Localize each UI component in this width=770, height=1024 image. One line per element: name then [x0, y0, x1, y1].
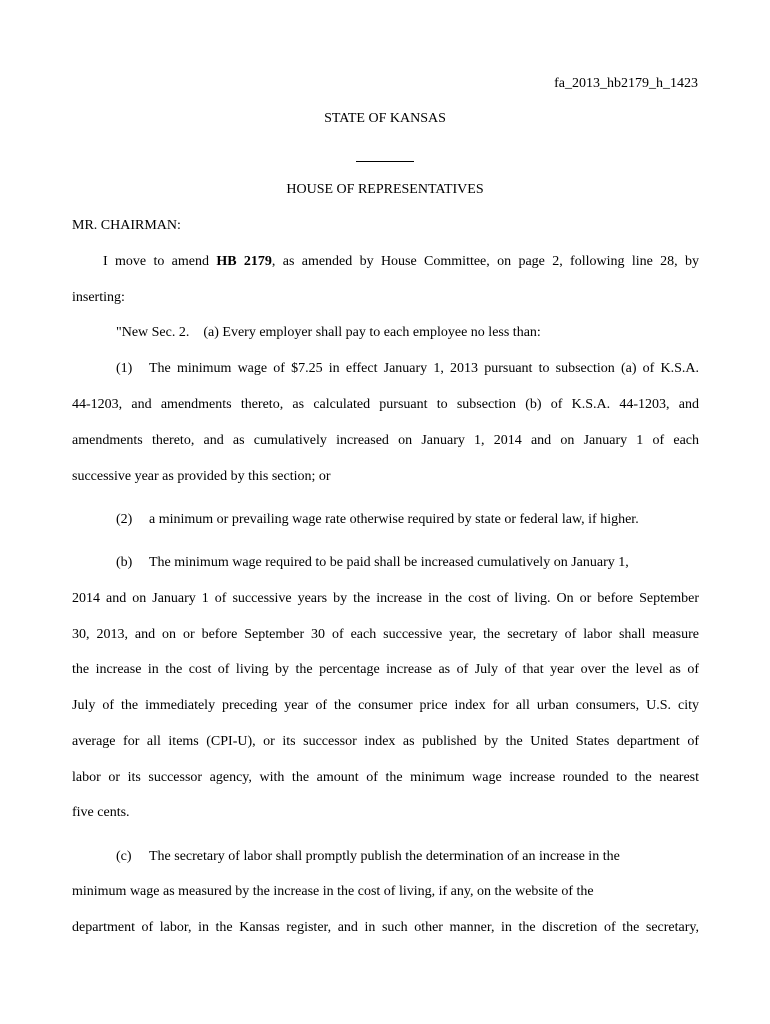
item-b-line: The minimum wage required to be paid shall be increased cumulatively on January 1, — [149, 555, 629, 570]
item-1-line: successive year as provided by this section; or — [72, 469, 331, 484]
item-b-line: July of the immediately preceding year of the consumer price index for all urban consumers, U.S. city — [72, 698, 699, 713]
motion-suffix: , as amended by House Committee, on page 2, following line 28, by — [271, 254, 699, 269]
item-1-line: amendments thereto, and as cumulatively increased on January 1, 2014 and on January 1 of each — [72, 433, 699, 448]
item-b-line: labor or its successor agency, with the amount of the minimum wage increase rounded to the nearest — [72, 770, 699, 785]
heading-divider — [356, 161, 414, 162]
document-id: fa_2013_hb2179_h_1423 — [554, 76, 698, 91]
item-c-line: minimum wage as measured by the increase in the cost of living, if any, on the website of the — [72, 884, 594, 899]
bill-number: HB 2179 — [216, 254, 272, 269]
item-b-number: (b) — [116, 555, 133, 570]
item-c-line: The secretary of labor shall promptly publish the determination of an increase in the — [149, 849, 620, 864]
item-1-line: 44-1203, and amendments thereto, as calculated pursuant to subsection (b) of K.S.A. 44-1203, and — [72, 397, 699, 412]
item-b-line: 2014 and on January 1 of successive years by the increase in the cost of living. On or before September — [72, 591, 699, 606]
item-c-line: department of labor, in the Kansas register, and in such other manner, in the discretion of the secretary, — [72, 920, 699, 935]
item-2-number: (2) — [116, 512, 133, 527]
item-b-line: five cents. — [72, 805, 130, 820]
item-b-line: 30, 2013, and on or before September 30 of each successive year, the secretary of labor shall measure — [72, 627, 699, 642]
item-c-number: (c) — [116, 849, 132, 864]
new-section-intro: "New Sec. 2. (a) Every employer shall pay to each employee no less than: — [116, 325, 541, 340]
motion-prefix: I move to amend — [103, 254, 217, 269]
item-b-line: average for all items (CPI-U), or its successor index as published by the United States department of — [72, 734, 699, 749]
state-heading: STATE OF KANSAS — [324, 111, 446, 126]
motion-continuation: inserting: — [72, 290, 125, 305]
salutation: MR. CHAIRMAN: — [72, 218, 181, 233]
item-2-text: a minimum or prevailing wage rate otherwise required by state or federal law, if higher. — [149, 512, 639, 527]
item-1-line: The minimum wage of $7.25 in effect January 1, 2013 pursuant to subsection (a) of K.S.A. — [149, 361, 699, 376]
item-b-line: the increase in the cost of living by the percentage increase as of July of that year over the level as of — [72, 662, 699, 677]
motion-line — [103, 254, 699, 270]
chamber-heading: HOUSE OF REPRESENTATIVES — [286, 182, 484, 197]
item-1-number: (1) — [116, 361, 133, 376]
